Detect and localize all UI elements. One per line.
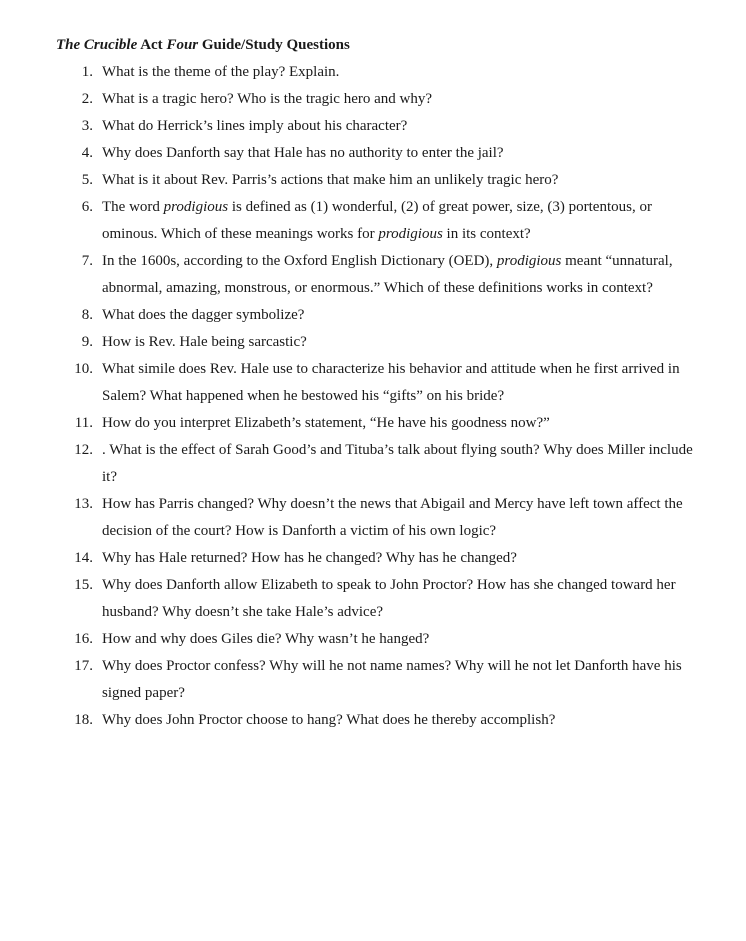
question-item (0, 194, 746, 248)
question-item (0, 626, 746, 653)
title-work: The Crucible (56, 37, 138, 53)
title-suffix: Guide/Study Questions (201, 37, 350, 53)
question-number: 18. (74, 712, 93, 728)
question-item (0, 140, 746, 167)
question-text: Why does John Proctor choose to hang? What does he thereby accomplish? (102, 712, 556, 728)
question-item (0, 707, 746, 734)
question-item (0, 491, 746, 545)
question-text: Why has Hale returned? How has he changed? Why has he changed? (102, 550, 517, 566)
question-number: 15. (74, 577, 93, 593)
question-number: 11. (74, 415, 93, 431)
question-item (0, 572, 746, 626)
italic-term: prodigious (496, 253, 562, 269)
question-number: 1. (81, 64, 93, 80)
question-text: . What is the effect of Sarah Good’s and Tituba’s talk about flying south? Why does Miller include it? (102, 442, 693, 485)
question-number: 12. (74, 442, 93, 458)
question-number: 6. (81, 199, 93, 215)
question-number: 17. (74, 658, 93, 674)
question-number: 7. (81, 253, 93, 269)
question-text: How do you interpret Elizabeth’s statement, “He have his goodness now?” (102, 415, 550, 431)
question-text-part: meant “unnatural, abnormal, amazing, monstrous, or enormous.” Which of these definitions works in context? (102, 253, 673, 296)
question-number: 4. (81, 145, 93, 161)
question-text: What simile does Rev. Hale use to characterize his behavior and attitude when he first arrived in Salem? What happened when he bestowed his “gifts” on his bride? (102, 361, 680, 404)
question-number: 8. (81, 307, 93, 323)
question-number: 9. (81, 334, 93, 350)
title-act-label: Act (140, 37, 163, 53)
question-item (0, 113, 746, 140)
question-text-part: is defined as (1) wonderful, (2) of great power, size, (3) portentous, or ominous. Which of these meanings works for (102, 199, 652, 242)
question-number: 14. (74, 550, 93, 566)
italic-term: prodigious (163, 199, 229, 215)
question-text-part: in its context? (442, 226, 531, 242)
question-text: Why does Danforth say that Hale has no authority to enter the jail? (102, 145, 504, 161)
question-item (0, 167, 746, 194)
question-item (0, 329, 746, 356)
question-text: How is Rev. Hale being sarcastic? (102, 334, 307, 350)
page-title (56, 36, 350, 54)
question-item (0, 59, 746, 86)
question-number: 16. (74, 631, 93, 647)
title-act-name: Four (166, 37, 199, 53)
italic-term: prodigious (378, 226, 443, 242)
question-text: How has Parris changed? Why doesn’t the news that Abigail and Mercy have left town affect the decision of the court? How is Danforth a victim of his own logic? (102, 496, 683, 539)
question-text: Why does Proctor confess? Why will he not name names? Why will he not let Danforth have his signed paper? (102, 658, 682, 701)
question-text: What is a tragic hero? Who is the tragic hero and why? (102, 91, 433, 107)
question-list (0, 59, 746, 734)
question-text-part: In the 1600s, according to the Oxford English Dictionary (OED), (102, 253, 497, 269)
question-item (0, 302, 746, 329)
question-item (0, 86, 746, 113)
question-item (0, 410, 746, 437)
question-text: Why does Danforth allow Elizabeth to speak to John Proctor? How has she changed toward her husband? Why doesn’t she take Hale’s advice? (102, 577, 676, 620)
question-item (0, 356, 746, 410)
question-item (0, 437, 746, 491)
question-text (102, 248, 706, 302)
question-text (102, 194, 706, 248)
question-number: 5. (81, 172, 93, 188)
question-number: 10. (74, 361, 93, 377)
question-item (0, 653, 746, 707)
question-number: 2. (81, 91, 93, 107)
question-item (0, 545, 746, 572)
question-text: What is the theme of the play? Explain. (102, 64, 340, 80)
question-text: What do Herrick’s lines imply about his character? (102, 118, 408, 134)
question-text: What does the dagger symbolize? (102, 307, 305, 323)
question-text-part: The word (102, 199, 164, 215)
question-item (0, 248, 746, 302)
question-text: How and why does Giles die? Why wasn’t he hanged? (102, 631, 430, 647)
question-text: What is it about Rev. Parris’s actions that make him an unlikely tragic hero? (102, 172, 559, 188)
question-number: 3. (81, 118, 93, 134)
question-number: 13. (74, 496, 93, 512)
